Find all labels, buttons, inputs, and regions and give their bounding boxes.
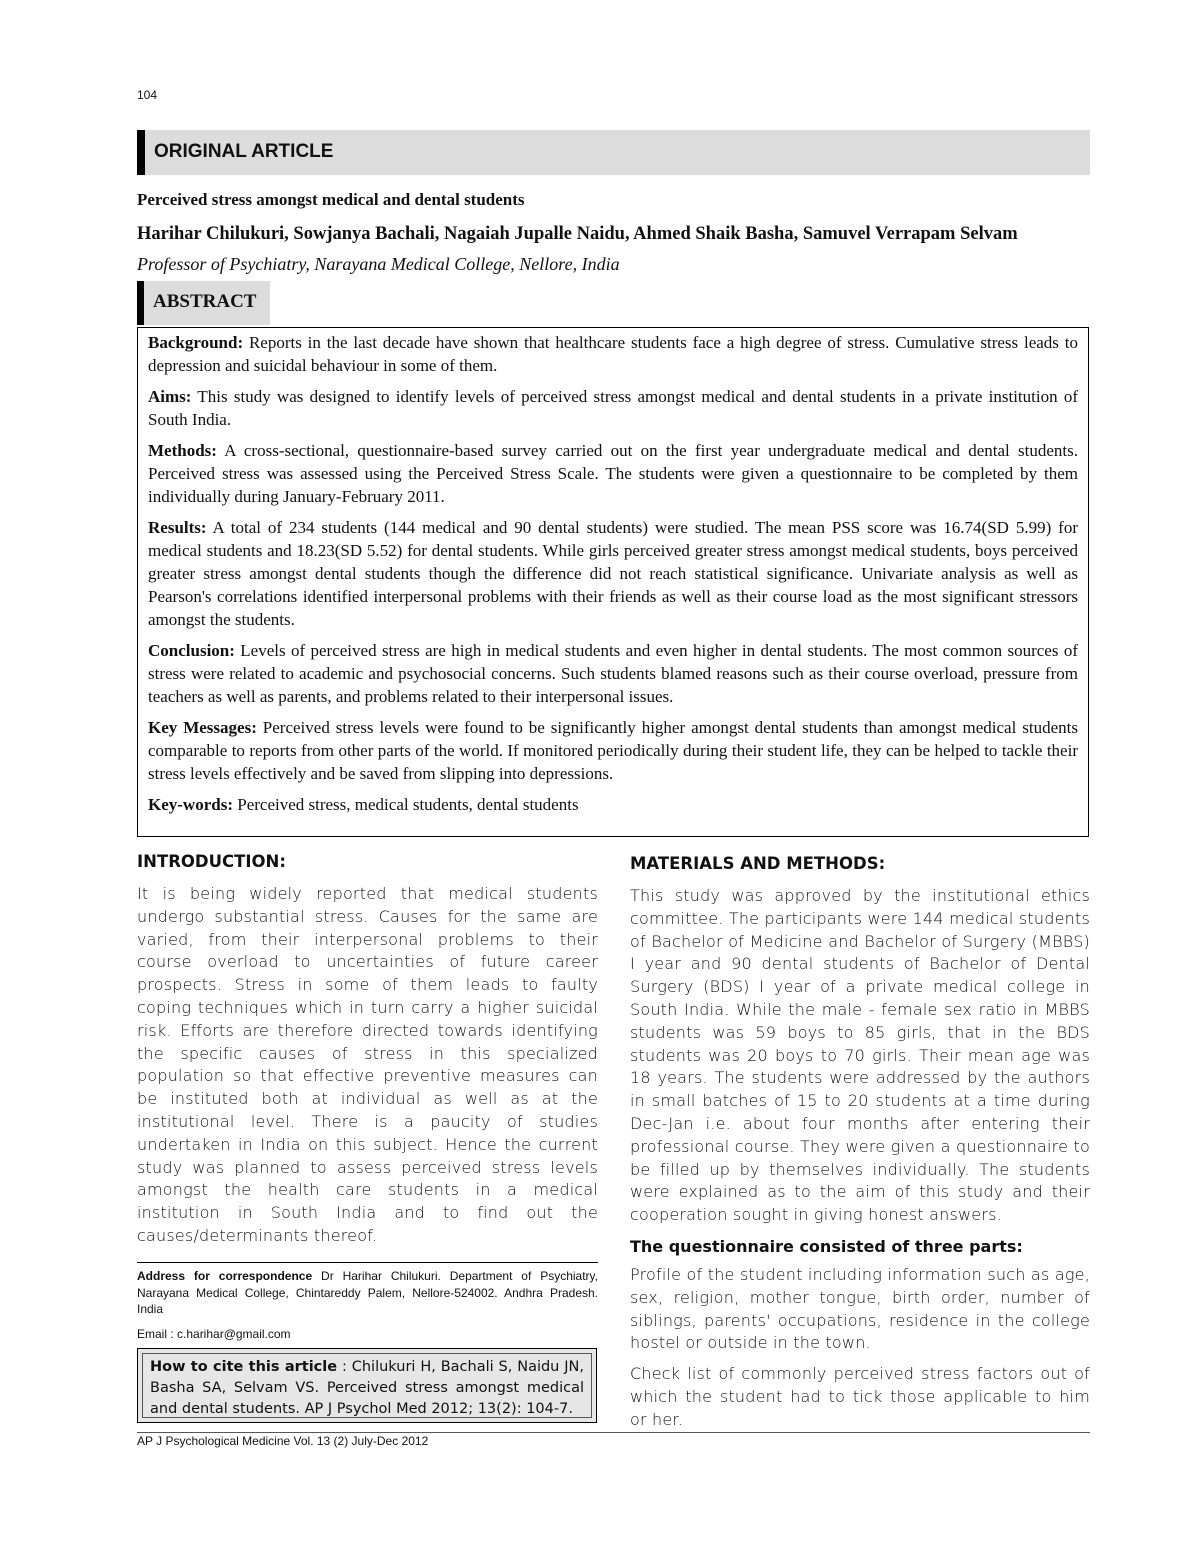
article-title: Perceived stress amongst medical and dental students bbox=[137, 190, 525, 209]
methods-label: Methods: bbox=[148, 441, 217, 460]
abstract-box bbox=[137, 327, 1089, 837]
section-label: ORIGINAL ARTICLE bbox=[154, 141, 334, 162]
aims-label: Aims: bbox=[148, 387, 192, 406]
correspondence-email: Email : c.harihar@gmail.com bbox=[137, 1327, 291, 1341]
keywords-label: Key-words: bbox=[148, 795, 233, 814]
correspondence-label: Address for correspondence bbox=[137, 1269, 313, 1283]
abstract-methods bbox=[148, 439, 1078, 508]
background-label: Background: bbox=[148, 333, 244, 352]
right-column bbox=[630, 854, 1090, 1432]
authors: Harihar Chilukuri, Sowjanya Bachali, Nagaiah Jupalle Naidu, Ahmed Shaik Basha, Samuvel Verrapam Selvam bbox=[137, 224, 1018, 244]
affiliation: Professor of Psychiatry, Narayana Medical College, Nellore, India bbox=[137, 254, 620, 274]
page-number: 104 bbox=[137, 88, 158, 102]
banner-bar bbox=[137, 130, 145, 175]
background-text: Reports in the last decade have shown that healthcare students face a high degree of stress. Cumulative stress leads to depression and suicidal behaviour in some of them. bbox=[148, 333, 1078, 375]
abstract-tab-bar bbox=[137, 281, 144, 325]
results-text: A total of 234 students (144 medical and 90 dental students) were studied. The mean PSS score was 16.74(SD 5.99) for medical students and 18.23(SD 5.52) for dental students. While girls perceived greater stress amongst medical students, boys perceived greater stress amongst dental students though the difference did not reach statistical significance. Univariate analysis as well as Pearson's correlations identified interpersonal problems with their friends as well as their course load as the most significant stressors amongst the students. bbox=[148, 518, 1078, 629]
introduction-heading: INTRODUCTION: bbox=[137, 852, 286, 871]
left-column bbox=[137, 852, 598, 1248]
questionnaire-part-2: Check list of commonly perceived stress factors out of which the student had to tick those applicable to him or her. bbox=[630, 1364, 1090, 1429]
key-messages-label: Key Messages: bbox=[148, 718, 257, 737]
abstract-keywords bbox=[148, 793, 1078, 816]
methods-text: This study was approved by the institutional ethics committee. The participants were 144 medical students of Bachelor of Medicine and Bachelor of Surgery (MBBS) I year and 90 dental students of Bachelor of Dental Surgery (BDS) I year of a private medical college in South India. While the male - female sex ratio in MBBS students was 59 boys to 85 girls, that in the BDS students was 20 boys to 70 girls. Their mean age was 18 years. The students were addressed by the authors in small batches of 15 to 20 students at a time during Dec-Jan i.e. about four months after entering their professional course. They were given a questionnaire to be filled up by themselves individually. The students were explained as to the aim of this study and their cooperation sought in giving honest answers. bbox=[630, 886, 1090, 1225]
abstract-heading: ABSTRACT bbox=[153, 291, 257, 312]
abstract-key-messages bbox=[148, 716, 1078, 785]
conclusion-text: Levels of perceived stress are high in medical students and even higher in dental students. The most common sources of stress were related to academic and psychosocial concerns. Such students blamed reasons such as their course overload, pressure from teachers as well as parents, and problems related to their interpersonal issues. bbox=[148, 641, 1078, 706]
abstract-aims bbox=[148, 385, 1078, 431]
key-messages-text: Perceived stress levels were found to be significantly higher amongst dental students than amongst medical students comparable to reports from other parts of the world. If monitored periodically during their student life, they can be helped to tackle their stress levels effectively and be saved from slipping into depressions. bbox=[148, 718, 1078, 783]
citation-inner bbox=[142, 1353, 592, 1418]
conclusion-label: Conclusion: bbox=[148, 641, 235, 660]
citation-text: : Chilukuri H, Bachali S, Naidu JN, Basha SA, Selvam VS. Perceived stress amongst medical and dental students. AP J Psychol Med 2012; 13(2): 104-7. bbox=[150, 1359, 584, 1417]
abstract-background bbox=[148, 331, 1078, 377]
keywords-text: Perceived stress, medical students, dental students bbox=[232, 795, 579, 814]
abstract-conclusion bbox=[148, 639, 1078, 708]
aims-text: This study was designed to identify levels of perceived stress amongst medical and dental students in a private institution of South India. bbox=[148, 387, 1078, 429]
abstract-results bbox=[148, 516, 1078, 631]
questionnaire-part-1: Profile of the student including information such as age, sex, religion, mother tongue, birth order, number of siblings, parents' occupations, residence in the college hostel or outside in the town. bbox=[630, 1264, 1090, 1353]
citation-box bbox=[137, 1348, 597, 1423]
citation-label: How to cite this article bbox=[150, 1359, 338, 1375]
questionnaire-subheading: The questionnaire consisted of three parts: bbox=[630, 1236, 1023, 1256]
abstract-tab bbox=[137, 281, 270, 325]
correspondence-note bbox=[137, 1262, 598, 1318]
introduction-text: It is being widely reported that medical students undergo substantial stress. Causes for the same are varied, from their interpersonal problems to their course overload to uncertainties of future career prospects. Stress in some of them leads to faulty coping techniques which in turn carry a higher suicidal risk. Efforts are therefore directed towards identifying the specific causes of stress in this specialized population so that effective preventive measures can be instituted both at individual as well as at the institutional level. There is a paucity of studies undertaken in India on this subject. Hence the current study was planned to assess perceived stress levels amongst the health care students in a medical institution in South India and to find out the causes/determinants thereof. bbox=[137, 884, 598, 1245]
results-label: Results: bbox=[148, 518, 207, 537]
methods-text: A cross-sectional, questionnaire-based survey carried out on the first year undergraduate medical and dental students. Perceived stress was assessed using the Perceived Stress Scale. The students were given a questionnaire to be completed by them individually during January-February 2011. bbox=[148, 441, 1078, 506]
section-banner bbox=[137, 130, 1090, 175]
correspondence-text: Dr Harihar Chilukuri. Department of Psychiatry, Narayana Medical College, Chintareddy Palem, Nellore-524002. Andhra Pradesh. India bbox=[137, 1269, 598, 1316]
journal-footer: AP J Psychological Medicine Vol. 13 (2) July-Dec 2012 bbox=[137, 1434, 429, 1448]
methods-heading: MATERIALS AND METHODS: bbox=[630, 854, 886, 873]
footer-rule bbox=[137, 1432, 1090, 1433]
